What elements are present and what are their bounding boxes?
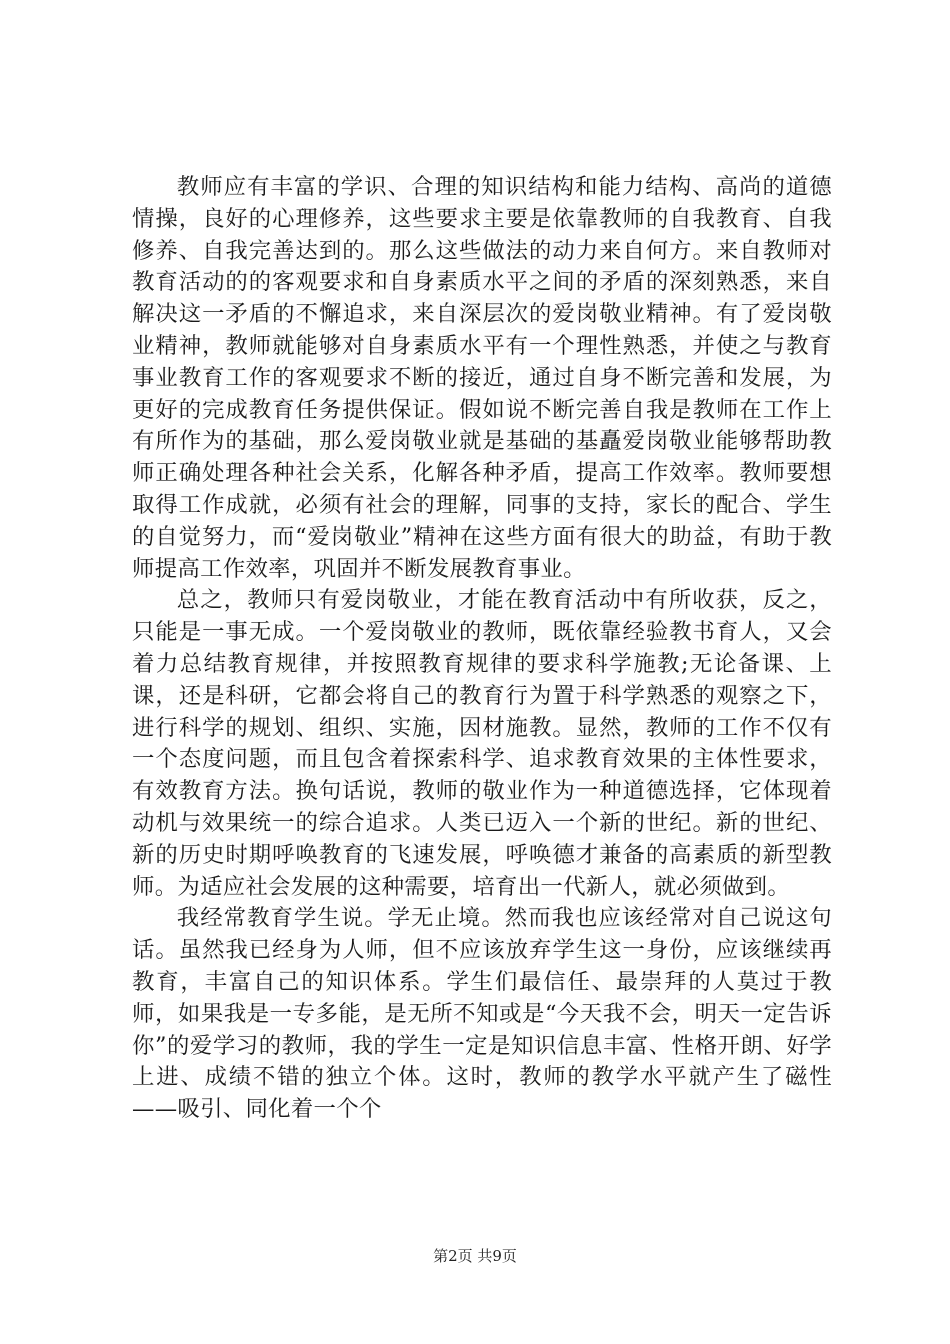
page-number-footer: 第2页 共9页 <box>433 1247 517 1265</box>
paragraph-3: 我经常教育学生说。学无止境。然而我也应该经常对自己说这句话。虽然我已经身为人师，但不应该放弃学生这一身份，应该继续再教育，丰富自己的知识体系。学生们最信任、最崇拜的人莫过于教师，如果我是一专多能，是无所不知或是“今天我不会，明天一定告诉你”的爱学习的教师，我的学生一定是知识信息丰富、性格开朗、好学上进、成绩不错的独立个体。这时，教师的教学水平就产生了磁性——吸引、同化着一个个 <box>132 905 832 1123</box>
paragraph-2: 总之，教师只有爱岗敬业，才能在教育活动中有所收获，反之，只能是一事无成。一个爱岗敬业的教师，既依靠经验教书育人，又会着力总结教育规律，并按照教育规律的要求科学施教;无论备课、上课，还是科研，它都会将自己的教育行为置于科学熟悉的观察之下，进行科学的规划、组织、实施，因材施教。显然，教师的工作不仅有一个态度问题，而且包含着探索科学、追求教育效果的主体性要求，有效教育方法。换句话说，教师的敬业作为一种道德选择，它体现着动机与效果统一的综合追求。人类已迈入一个新的世纪。新的世纪、新的历史时期呼唤教育的飞速发展，呼唤德才兼备的高素质的新型教师。为适应社会发展的这种需要，培育出一代新人，就必须做到。 <box>132 587 832 900</box>
paragraph-1: 教师应有丰富的学识、合理的知识结构和能力结构、高尚的道德情操，良好的心理修养，这些要求主要是依靠教师的自我教育、自我修养、自我完善达到的。那么这些做法的动力来自何方。来自教师对教育活动的的客观要求和自身素质水平之间的矛盾的深刻熟悉，来自解决这一矛盾的不懈追求，来自深层次的爱岗敬业精神。有了爱岗敬业精神，教师就能够对自身素质水平有一个理性熟悉，并使之与教育事业教育工作的客观要求不断的接近，通过自身不断完善和发展，为更好的完成教育任务提供保证。假如说不断完善自我是教师在工作上有所作为的基础，那么爱岗敬业就是基础的基矗爱岗敬业能够帮助教师正确处理各种社会关系，化解各种矛盾，提高工作效率。教师要想取得工作成就，必须有社会的理解，同事的支持，家长的配合、学生的自觉努力，而“爱岗敬业”精神在这些方面有很大的助益，有助于教师提高工作效率，巩固并不断发展教育事业。 <box>132 174 832 582</box>
document-body <box>132 172 832 1126</box>
